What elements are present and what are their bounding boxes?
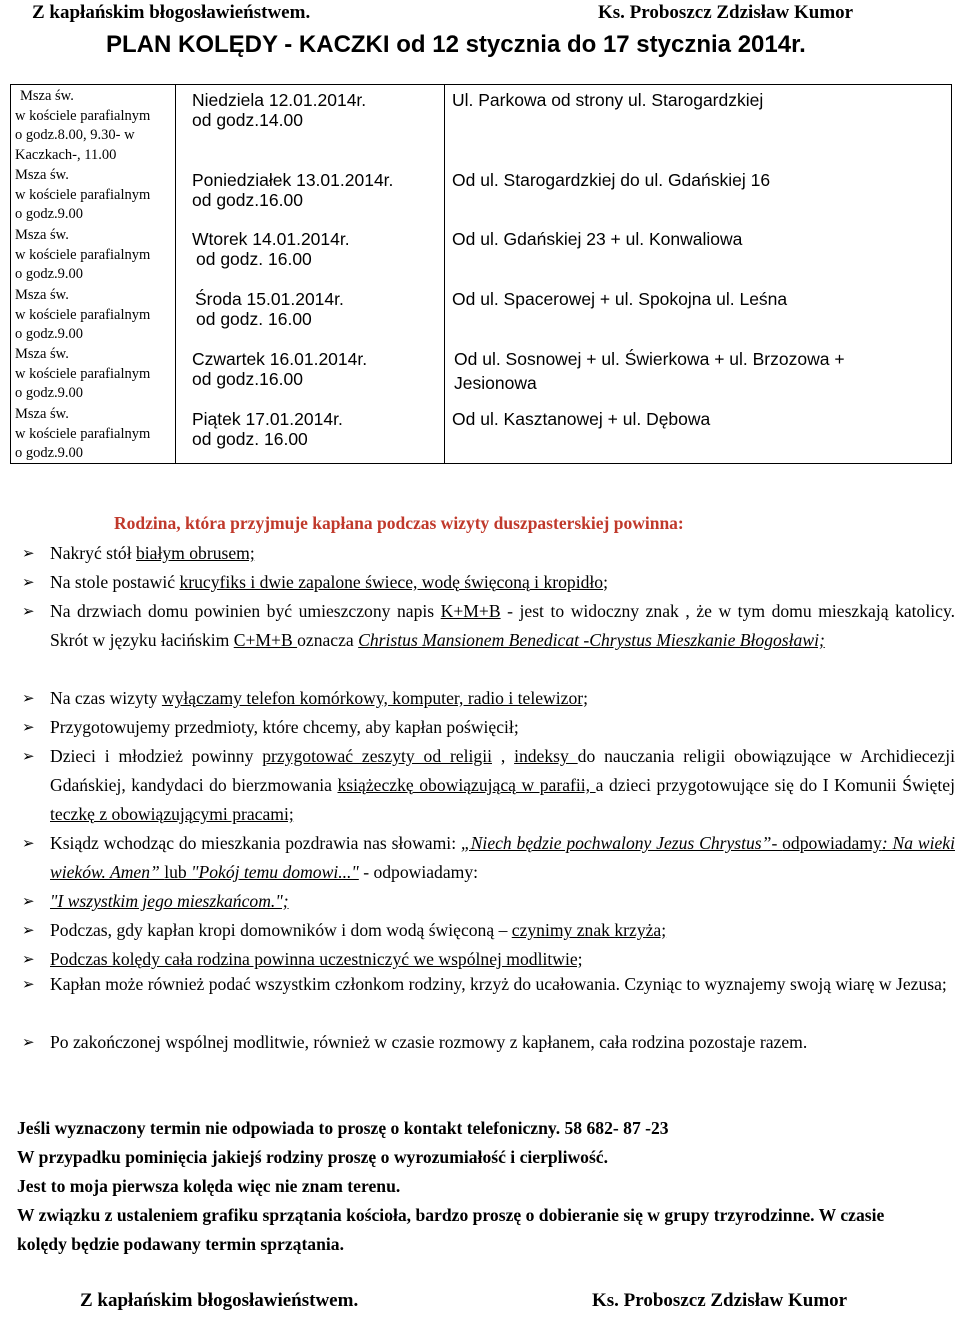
mass-block (15, 405, 173, 464)
footer-signature: Ks. Proboszcz Zdzisław Kumor (592, 1290, 848, 1311)
date-block (192, 90, 366, 130)
rule-text-underlined: K+M+B (440, 601, 501, 621)
rule-text-underlined: teczkę z obowiązującymi pracami; (50, 804, 294, 824)
arrow-bullet-icon: ➢ (22, 689, 35, 707)
rule-text-underlined: białym obrusem; (136, 543, 255, 563)
mass-line: w kościele parafialnym (15, 365, 151, 382)
mass-line: w kościele parafialnym (15, 246, 151, 263)
visit-time: od godz. 16.00 (192, 429, 308, 449)
street-range: Ul. Parkowa od strony ul. Starogardzkiej (452, 90, 764, 110)
header-signature: Ks. Proboszcz Zdzisław Kumor (598, 2, 854, 23)
street-range: Od ul. Spacerowej + ul. Spokojna ul. Leśna (452, 289, 788, 309)
mass-line: o godz.8.00, 9.30- w (15, 127, 135, 144)
note-apology: W przypadku pominięcia jakiejś rodziny proszę o wyrozumiałość i cierpliwość. (17, 1147, 609, 1167)
mass-line: o godz.9.00 (15, 206, 84, 223)
mass-line: w kościele parafialnym (15, 107, 151, 124)
mass-line: Msza św. (15, 287, 69, 303)
street-range: Od ul. Kasztanowej + ul. Dębowa (452, 409, 711, 429)
rule-item (0, 742, 960, 829)
rule-text-underlined: odpowiadamy (782, 833, 882, 853)
mass-line: o godz.9.00 (15, 385, 84, 402)
header-greeting: Z kapłańskim błogosławieństwem. (32, 2, 311, 23)
mass-block (15, 345, 173, 404)
date-block (192, 229, 350, 269)
street-range: Od ul. Sosnowej + ul. Świerkowa + ul. Brzozowa + Jesionowa (454, 349, 845, 393)
rule-text-italic: "Pokój temu domowi..." (191, 862, 359, 882)
rule-item (0, 597, 960, 684)
rule-item (0, 684, 960, 713)
arrow-bullet-icon: ➢ (22, 747, 35, 765)
mass-block (15, 87, 173, 166)
rule-text: Podczas, gdy kapłan kropi domowników i dom wodą święconą – (50, 920, 512, 940)
rule-item (0, 1028, 960, 1086)
visit-date: Piątek 17.01.2014r. (192, 409, 343, 429)
rule-text-italic: : Na wieki wieków. Amen” (50, 833, 955, 882)
rule-text-underlined: krucyfiks i dwie zapalone świece, wodę święconą i kropidło (179, 572, 604, 592)
mass-block (15, 286, 173, 345)
note-contact: Jeśli wyznaczony termin nie odpowiada to proszę o kontakt telefoniczny. 58 682- 87 -23 (17, 1118, 669, 1138)
rule-text-italic: Christus Mansionem Benedicat -Chrystus Mieszkanie Błogosławi; (358, 630, 825, 650)
note-cleaning: W związku z ustaleniem grafiku sprzątania kościoła, bardzo proszę o dobieranie się w grupy trzyrodzinne. W czasie kolędy będzie podawany termin sprzątania. (17, 1205, 885, 1254)
mass-line: o godz.9.00 (15, 445, 84, 462)
rule-text: Dzieci i młodzież powinny (50, 746, 263, 766)
rule-item (0, 713, 960, 742)
rule-item (0, 568, 960, 597)
date-block (192, 289, 344, 329)
rule-text: Na stole postawić (50, 572, 180, 592)
rule-text-underlined: czynimy znak krzyża; (511, 920, 667, 940)
schedule-table (10, 84, 952, 464)
visit-time: od godz.16.00 (192, 369, 303, 389)
visit-time: od godz.14.00 (192, 110, 303, 130)
visit-date: Niedziela 12.01.2014r. (192, 90, 367, 110)
rule-text: Przygotowujemy przedmioty, które chcemy, aby kapłan poświęcił; (50, 717, 519, 737)
rule-text-underlined: wyłączamy telefon komórkowy, komputer, radio i telewizor; (161, 688, 589, 708)
rule-text: Nakryć stół (50, 543, 136, 563)
arrow-bullet-icon: ➢ (22, 1033, 35, 1051)
rule-text-underlined: C+M+B (233, 630, 298, 650)
arrow-bullet-icon: ➢ (22, 950, 35, 968)
visit-date: Poniedziałek 13.01.2014r. (192, 170, 394, 190)
rule-text: oznacza (297, 630, 359, 650)
rule-text: Na drzwiach domu powinien być umieszczony napis (50, 601, 441, 621)
arrow-bullet-icon: ➢ (22, 892, 35, 910)
rule-text-underlined: książeczkę obowiązującą w parafii, (337, 775, 596, 795)
rule-item (0, 970, 960, 1028)
street-range: Od ul. Starogardzkiej do ul. Gdańskiej 16 (452, 170, 771, 190)
date-block (192, 349, 367, 389)
street-range: Od ul. Gdańskiej 23 + ul. Konwaliowa (452, 229, 743, 249)
mass-line: o godz.9.00 (15, 326, 84, 343)
mass-block (15, 226, 173, 285)
mass-block (15, 166, 173, 225)
rule-text-underlined: lub (164, 862, 192, 882)
streets-column (445, 85, 952, 464)
rule-text: Po zakończonej wspólnej modlitwie, również w czasie rozmowy z kapłanem, cała rodzina pozostaje razem. (50, 1032, 808, 1052)
mass-line: Msza św. (15, 227, 69, 243)
rule-text-italic: „Niech będzie pochwalony Jezus Chrystus”- (460, 833, 783, 853)
rule-item (0, 916, 960, 945)
rule-text: ; (603, 572, 608, 592)
date-block (192, 409, 343, 449)
rule-text: , (491, 746, 515, 766)
arrow-bullet-icon: ➢ (22, 834, 35, 852)
arrow-bullet-icon: ➢ (22, 718, 35, 736)
mass-line: Msza św. (15, 406, 69, 422)
mass-line: w kościele parafialnym (15, 306, 151, 323)
rule-text-underlined: indeksy (514, 746, 578, 766)
rule-item (0, 539, 960, 568)
visit-time: od godz. 16.00 (196, 309, 312, 329)
visit-date: Wtorek 14.01.2014r. (192, 229, 350, 249)
rule-text: do nauczania religii obowiązujące w Archidiecezji Gdańskiej, kandydaci do bierzmowania (50, 746, 955, 795)
mass-times-column (11, 85, 176, 464)
rule-text: - odpowiadamy: (358, 862, 479, 882)
rule-item (0, 829, 960, 887)
mass-line: Msza św. (15, 167, 69, 183)
arrow-bullet-icon: ➢ (22, 602, 35, 620)
mass-line: Msza św. (20, 88, 74, 104)
date-block (192, 170, 393, 210)
rule-text-underlined: Podczas kolędy cała rodzina powinna uczestniczyć we wspólnej modlitwie; (50, 949, 583, 969)
rule-item (0, 887, 960, 916)
rules-heading: Rodzina, która przyjmuje kapłana podczas wizyty duszpasterskiej powinna: (114, 513, 684, 533)
mass-line: Msza św. (15, 346, 69, 362)
visit-time: od godz. 16.00 (196, 249, 312, 269)
arrow-bullet-icon: ➢ (22, 544, 35, 562)
rule-text: - jest to widoczny znak , że w tym domu mieszkają katolicy. Skrót w języku łacińskim (50, 601, 955, 650)
rule-text-underlined: przygotować zeszyty od religii (262, 746, 492, 766)
arrow-bullet-icon: ➢ (22, 573, 35, 591)
visit-date: Czwartek 16.01.2014r. (192, 349, 368, 369)
footer-greeting: Z kapłańskim błogosławieństwem. (80, 1290, 359, 1311)
mass-line: w kościele parafialnym (15, 186, 151, 203)
mass-line: w kościele parafialnym (15, 425, 151, 442)
rule-text: Na czas wizyty (50, 688, 162, 708)
rule-text-italic: "I wszystkim jego mieszkańcom."; (50, 891, 289, 911)
visit-time: od godz.16.00 (192, 190, 303, 210)
note-first-visit: Jest to moja pierwsza kolęda więc nie znam terenu. (17, 1176, 401, 1196)
rule-text: a dzieci przygotowujące się do I Komunii Świętej (595, 775, 955, 795)
page-title: PLAN KOLĘDY - KACZKI od 12 stycznia do 17 stycznia 2014r. (106, 31, 806, 58)
visit-date: Środa 15.01.2014r. (195, 289, 344, 309)
rule-text: Kapłan może również podać wszystkim członkom rodziny, krzyż do ucałowania. Czyniąc to wyznajemy swoją wiarę w Jezusa; (50, 974, 947, 994)
dates-column (176, 85, 445, 464)
mass-line: o godz.9.00 (15, 266, 84, 283)
arrow-bullet-icon: ➢ (22, 921, 35, 939)
mass-line: Kaczkach-, 11.00 (15, 147, 117, 164)
arrow-bullet-icon: ➢ (22, 975, 35, 993)
rule-text: Ksiądz wchodząc do mieszkania pozdrawia nas słowami: (50, 833, 461, 853)
